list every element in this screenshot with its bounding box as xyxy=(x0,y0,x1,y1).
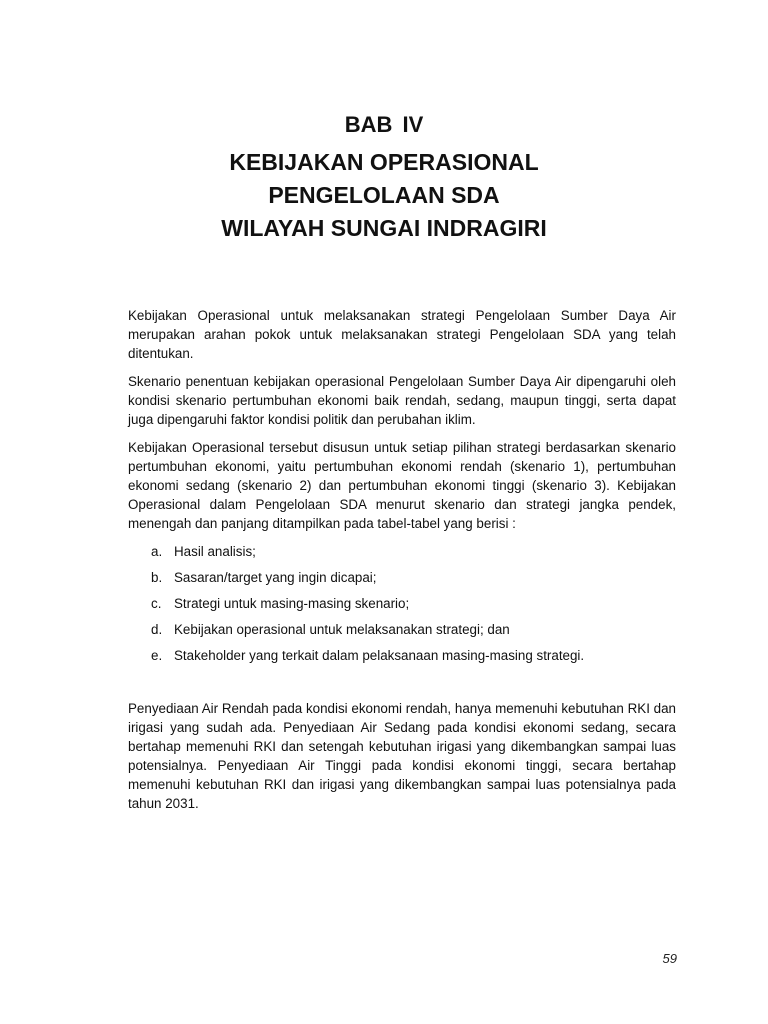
chapter-title-line-1: KEBIJAKAN OPERASIONAL xyxy=(229,149,539,175)
body-text xyxy=(128,306,676,822)
list-marker: b. xyxy=(151,570,163,585)
chapter-title-line-2: PENGELOLAAN SDA xyxy=(268,182,500,208)
list-item xyxy=(128,542,676,561)
paragraph-intro: Kebijakan Operasional untuk melaksanakan strategi Pengelolaan Sumber Daya Air merupakan arahan pokok untuk melaksanakan strategi Pengelolaan SDA yang telah ditentukan. xyxy=(128,308,676,361)
list-item xyxy=(128,620,676,639)
paragraph-policy: Kebijakan Operasional tersebut disusun untuk setiap pilihan strategi berdasarkan skenario pertumbuhan ekonomi, yaitu pertumbuhan ekonomi rendah (skenario 1), pertumbuhan ekonomi sedang (skenario 2) dan pertumbuhan ekonomi tinggi (skenario 3). Kebijakan Operasional dalam Pengelolaan SDA menurut skenario dan strategi jangka pendek, menengah dan panjang ditampilkan pada tabel-tabel yang berisi : xyxy=(128,440,676,531)
list-item xyxy=(128,646,676,665)
list-marker: a. xyxy=(151,544,163,559)
list-item xyxy=(128,594,676,613)
list-item-text: Strategi untuk masing-masing skenario; xyxy=(174,596,410,611)
chapter-number: BAB IV xyxy=(344,112,424,137)
paragraph-water-supply: Penyediaan Air Rendah pada kondisi ekonomi rendah, hanya memenuhi kebutuhan RKI dan irigasi yang sudah ada. Penyediaan Air Sedang pada kondisi ekonomi sedang, secara bertahap memenuhi RKI dan setengah kebutuhan irigasi yang dikembangkan sampai luas potensialnya. Penyediaan Air Tinggi pada kondisi ekonomi tinggi, secara bertahap memenuhi kebutuhan RKI dan irigasi yang dikembangkan sampai luas potensialnya pada tahun 2031. xyxy=(128,701,676,811)
list-marker: e. xyxy=(151,648,163,663)
page-number: 59 xyxy=(662,951,677,966)
list-item-text: Sasaran/target yang ingin dicapai; xyxy=(174,570,377,585)
chapter-heading xyxy=(0,110,768,245)
list-marker: d. xyxy=(151,622,163,637)
list-item-text: Stakeholder yang terkait dalam pelaksanaan masing-masing strategi. xyxy=(174,648,585,663)
list-item-text: Kebijakan operasional untuk melaksanakan strategi; dan xyxy=(174,622,510,637)
list-item xyxy=(128,568,676,587)
chapter-title-line-3: WILAYAH SUNGAI INDRAGIRI xyxy=(221,215,547,241)
paragraph-scenario: Skenario penentuan kebijakan operasional Pengelolaan Sumber Daya Air dipengaruhi oleh kondisi skenario pertumbuhan ekonomi baik rendah, sedang, maupun tinggi, serta dapat juga dipengaruhi faktor kondisi politik dan perubahan iklim. xyxy=(128,374,676,427)
list-marker: c. xyxy=(151,596,162,611)
table-contents-list xyxy=(128,542,676,665)
list-item-text: Hasil analisis; xyxy=(174,544,256,559)
